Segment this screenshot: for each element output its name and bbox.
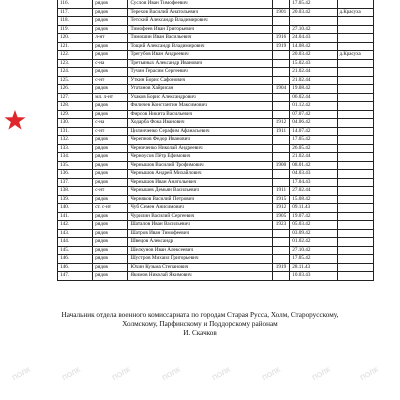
cell-name: Шаталов Иван Васильевич [128, 221, 272, 230]
cell-rank: рядов [93, 238, 128, 247]
watermark-stamp: ПОЛК [261, 366, 282, 383]
cell-num: 123. [58, 59, 93, 68]
cell-date: 15.08.42 [290, 195, 337, 204]
cell-rank: рядов [93, 51, 128, 60]
cell-rank: рядов [93, 110, 128, 119]
cell-name: Швецов Александр [128, 238, 272, 247]
cell-date: 04.06.42 [290, 119, 337, 128]
cell-year [272, 136, 290, 145]
table-row [58, 127, 374, 136]
cell-date: 20.03.42 [290, 8, 337, 17]
cell-date: 28.11.43 [290, 263, 337, 272]
cell-name: Шустров Михаил Григорьевич [128, 255, 272, 264]
table-row [58, 51, 374, 60]
table-row [58, 144, 374, 153]
cell-date: 17.05.42 [290, 0, 337, 8]
cell-name: Тощий Александр Владимирович [128, 42, 272, 51]
cell-rank: рядов [93, 0, 128, 8]
cell-name: Чернышов Иван Анатольевич [128, 178, 272, 187]
cell-name: Чернышов Андрей Михайлович [128, 170, 272, 179]
cell-year [272, 255, 290, 264]
cell-name: Филичев Константин Максимович [128, 102, 272, 111]
cell-date: 08.01.42 [290, 161, 337, 170]
watermark-stamp: ПОЛК [61, 366, 82, 383]
cell-year: 1912 [272, 204, 290, 213]
cell-place: д.Красуха [337, 51, 373, 60]
cell-num: 139. [58, 195, 93, 204]
cell-year: 1901 [272, 8, 290, 17]
cell-num: 122. [58, 51, 93, 60]
cell-date: 21.02.44 [290, 68, 337, 77]
cell-name: Черниченко Николай Андреевич [128, 144, 272, 153]
cell-place [337, 238, 373, 247]
table-row [58, 170, 374, 179]
cell-year [272, 178, 290, 187]
cell-rank: рядов [93, 246, 128, 255]
table-row [58, 25, 374, 34]
cell-year [272, 110, 290, 119]
table-row [58, 68, 374, 77]
cell-year [272, 93, 290, 102]
table-row [58, 17, 374, 26]
watermark-stamp: ПОЛК [359, 366, 380, 383]
cell-rank: рядов [93, 178, 128, 187]
cell-year [272, 153, 290, 162]
cell-place [337, 246, 373, 255]
cell-name: Тучин Герасим Сергеевич [128, 68, 272, 77]
cell-date: 01.12.42 [290, 102, 337, 111]
cell-rank: с-на [93, 59, 128, 68]
cell-rank: рядов [93, 85, 128, 94]
cell-year [272, 76, 290, 85]
cell-name: Терехов Василий Анатольевич [128, 8, 272, 17]
table-row [58, 42, 374, 51]
cell-year: 1911 [272, 187, 290, 196]
cell-rank: с-на [93, 119, 128, 128]
cell-num: 119. [58, 25, 93, 34]
cell-num: 133. [58, 144, 93, 153]
table-row [58, 153, 374, 162]
cell-rank: ст. с-нт [93, 204, 128, 213]
cell-date: 21.02.44 [290, 76, 337, 85]
watermark-stamp: ПОЛК [111, 366, 132, 383]
cell-name: Шелкунов Иван Алексеевич [128, 246, 272, 255]
table-row [58, 136, 374, 145]
cell-rank: рядов [93, 17, 128, 26]
cell-place [337, 263, 373, 272]
cell-date: 27.02.44 [290, 187, 337, 196]
cell-date: 05.03.42 [290, 221, 337, 230]
cell-rank: рядов [93, 195, 128, 204]
cell-name: Ухаков Борис Александрович [128, 93, 272, 102]
cell-name: Тимошин Иван Васильевич [128, 34, 272, 43]
cell-place [337, 93, 373, 102]
table-row [58, 85, 374, 94]
table-row [58, 263, 374, 272]
cell-year: 1919 [272, 263, 290, 272]
cell-year: 1923 [272, 221, 290, 230]
cell-num: 134. [58, 153, 93, 162]
cell-num: 117. [58, 8, 93, 17]
table-row [58, 221, 374, 230]
cell-rank: с-нт [93, 187, 128, 196]
cell-place [337, 229, 373, 238]
cell-year [272, 0, 290, 8]
table-row [58, 8, 374, 17]
cell-place [337, 76, 373, 85]
cell-date: 06.02.44 [290, 93, 337, 102]
cell-rank: рядов [93, 229, 128, 238]
cell-name: Ходарба Фока Иванович [128, 119, 272, 128]
cell-num: 121. [58, 42, 93, 51]
cell-place [337, 110, 373, 119]
signature-line-3: И. Скачков [183, 329, 217, 338]
table-row [58, 272, 374, 281]
cell-place [337, 17, 373, 26]
table-row [58, 195, 374, 204]
cell-num: 135. [58, 161, 93, 170]
cell-num: 141. [58, 212, 93, 221]
cell-year [272, 102, 290, 111]
cell-year: 1905 [272, 212, 290, 221]
cell-year [272, 272, 290, 281]
watermark-stamp: ПОЛК [211, 366, 232, 383]
cell-date: 20.03.42 [290, 51, 337, 60]
cell-place [337, 272, 373, 281]
cell-rank: рядов [93, 25, 128, 34]
cell-rank: рядов [93, 161, 128, 170]
cell-place [337, 85, 373, 94]
cell-place [337, 25, 373, 34]
cell-name: Юхин Кузьма Степанович [128, 263, 272, 272]
cell-num: 143. [58, 229, 93, 238]
cell-rank: рядов [93, 272, 128, 281]
cell-num: 120. [58, 34, 93, 43]
table-row [58, 229, 374, 238]
cell-date: 07.07.42 [290, 110, 337, 119]
cell-name: Суслов Иван Тимофеевич [128, 0, 272, 8]
cell-date: 17.05.42 [290, 255, 337, 264]
cell-rank: рядов [93, 263, 128, 272]
cell-rank: рядов [93, 42, 128, 51]
cell-place [337, 255, 373, 264]
cell-year [272, 25, 290, 34]
cell-year: 1904 [272, 85, 290, 94]
cell-year [272, 59, 290, 68]
cell-year [272, 68, 290, 77]
cell-year [272, 144, 290, 153]
table-row [58, 102, 374, 111]
cell-place [337, 204, 373, 213]
table-row [58, 187, 374, 196]
cell-name: Чуб Семен Анисимович [128, 204, 272, 213]
cell-name: Угатанов Хайрисан [128, 85, 272, 94]
cell-place [337, 170, 373, 179]
cell-rank: рядов [93, 170, 128, 179]
cell-place [337, 42, 373, 51]
cell-rank: мл. л-нт [93, 93, 128, 102]
cell-name: Тимофеев Иван Григорьевич [128, 25, 272, 34]
table-row [58, 76, 374, 85]
table-row [58, 0, 374, 8]
cell-name: Черепнов Федор Иванович [128, 136, 272, 145]
cell-name: Трегубов Иван Андреевич [128, 51, 272, 60]
cell-place [337, 161, 373, 170]
cell-num: 136. [58, 170, 93, 179]
cell-place [337, 119, 373, 128]
cell-year: 1912 [272, 119, 290, 128]
cell-date: 14.07.42 [290, 127, 337, 136]
cell-date: 27.10.42 [290, 25, 337, 34]
signature-line-2: Холмскому, Парфинскому и Поддорскому районам [122, 320, 278, 329]
table-row [58, 204, 374, 213]
red-star-icon [4, 110, 26, 130]
cell-year [272, 170, 290, 179]
cell-name: Чернышов Василий Трофимович [128, 161, 272, 170]
cell-num: 131. [58, 127, 93, 136]
cell-num: 124. [58, 68, 93, 77]
cell-rank: рядов [93, 144, 128, 153]
cell-num: 140. [58, 204, 93, 213]
cell-name: Якимов Николай Якимович [128, 272, 272, 281]
cell-date: 19.07.42 [290, 212, 337, 221]
cell-name: Чернышев Демьян Васильевич [128, 187, 272, 196]
cell-place [337, 195, 373, 204]
table-row [58, 119, 374, 128]
cell-place [337, 212, 373, 221]
cell-year: 1900 [272, 161, 290, 170]
cell-rank: рядов [93, 102, 128, 111]
cell-place [337, 0, 373, 8]
cell-year [272, 238, 290, 247]
cell-place [337, 178, 373, 187]
table-row [58, 110, 374, 119]
cell-date: 19.08.42 [290, 85, 337, 94]
cell-year [272, 246, 290, 255]
table-row [58, 238, 374, 247]
cell-year: 1916 [272, 34, 290, 43]
table-row [58, 212, 374, 221]
cell-date: 24.04.43 [290, 34, 337, 43]
cell-name: Черноусов Пётр Ефимович [128, 153, 272, 162]
cell-rank: рядов [93, 8, 128, 17]
cell-date: 04.03.43 [290, 170, 337, 179]
cell-num: 142. [58, 221, 93, 230]
table-row [58, 93, 374, 102]
cell-num: 144. [58, 238, 93, 247]
cell-date: 15.02.43 [290, 59, 337, 68]
cell-place: д.Красуха [337, 8, 373, 17]
cell-place [337, 221, 373, 230]
cell-rank: рядов [93, 68, 128, 77]
cell-place [337, 144, 373, 153]
cell-rank: с-нт [93, 76, 128, 85]
cell-name: Уткин Борис Сафонович [128, 76, 272, 85]
cell-num: 132. [58, 136, 93, 145]
cell-name: Черняков Василий Петрович [128, 195, 272, 204]
cell-num: 118. [58, 17, 93, 26]
cell-year [272, 51, 290, 60]
cell-date: 27.10.42 [290, 246, 337, 255]
cell-date: 03.09.42 [290, 229, 337, 238]
cell-date: 26.05.42 [290, 144, 337, 153]
cell-year: 1919 [272, 42, 290, 51]
cell-year [272, 229, 290, 238]
table-row [58, 59, 374, 68]
watermark-stamp: ПОЛК [161, 366, 182, 383]
cell-name: Чурилин Василий Сергеевич [128, 212, 272, 221]
signature-block [20, 311, 380, 339]
cell-rank: л-нт [93, 34, 128, 43]
cell-rank: с-нт [93, 127, 128, 136]
table-row [58, 255, 374, 264]
table-row [58, 246, 374, 255]
cell-date: 01.02.42 [290, 238, 337, 247]
watermark-stamp: ПОЛК [11, 366, 32, 383]
table-row [58, 161, 374, 170]
cell-date: 21.02.44 [290, 153, 337, 162]
cell-place [337, 187, 373, 196]
cell-num: 146. [58, 255, 93, 264]
watermark-stamp: ПОЛК [311, 366, 332, 383]
watermark-row [0, 360, 400, 400]
cell-place [337, 136, 373, 145]
cell-num: 137. [58, 178, 93, 187]
cell-name: Фирсов Никита Васильевич [128, 110, 272, 119]
cell-date: 09.11.43 [290, 204, 337, 213]
cell-num: 146. [58, 263, 93, 272]
cell-name: Третьяных Александр Иванович [128, 59, 272, 68]
cell-rank: рядов [93, 221, 128, 230]
cell-rank: рядов [93, 255, 128, 264]
cell-date: 10.03.43 [290, 272, 337, 281]
cell-name: Цилинченко Серафим Афанасьевич [128, 127, 272, 136]
cell-num: 129. [58, 110, 93, 119]
cell-place [337, 153, 373, 162]
cell-date: 14.08.42 [290, 42, 337, 51]
table-row [58, 34, 374, 43]
cell-num: 125. [58, 76, 93, 85]
cell-num: 127. [58, 93, 93, 102]
cell-num: 145. [58, 246, 93, 255]
records-table [57, 0, 374, 281]
cell-place [337, 127, 373, 136]
cell-num: 138. [58, 187, 93, 196]
cell-rank: рядов [93, 212, 128, 221]
cell-date [290, 17, 337, 26]
records-body [58, 0, 374, 280]
cell-place [337, 34, 373, 43]
cell-year: 1911 [272, 127, 290, 136]
table-row [58, 178, 374, 187]
cell-name: Тетский Александр Владимирович [128, 17, 272, 26]
cell-place [337, 59, 373, 68]
cell-date: 17.05.42 [290, 136, 337, 145]
cell-num: 116. [58, 0, 93, 8]
cell-date: 17.04.43 [290, 178, 337, 187]
signature-line-1: Начальник отдела военного комиссариата по городам Старая Русса, Холм, Старорусскому, [61, 311, 339, 319]
cell-year: 1915 [272, 195, 290, 204]
cell-num: 147. [58, 272, 93, 281]
cell-rank: рядов [93, 153, 128, 162]
cell-place [337, 102, 373, 111]
cell-num: 126. [58, 85, 93, 94]
cell-year [272, 17, 290, 26]
cell-rank: рядов [93, 136, 128, 145]
cell-name: Шатров Иван Тимофеевич [128, 229, 272, 238]
cell-num: 130. [58, 119, 93, 128]
cell-place [337, 68, 373, 77]
cell-num: 128. [58, 102, 93, 111]
